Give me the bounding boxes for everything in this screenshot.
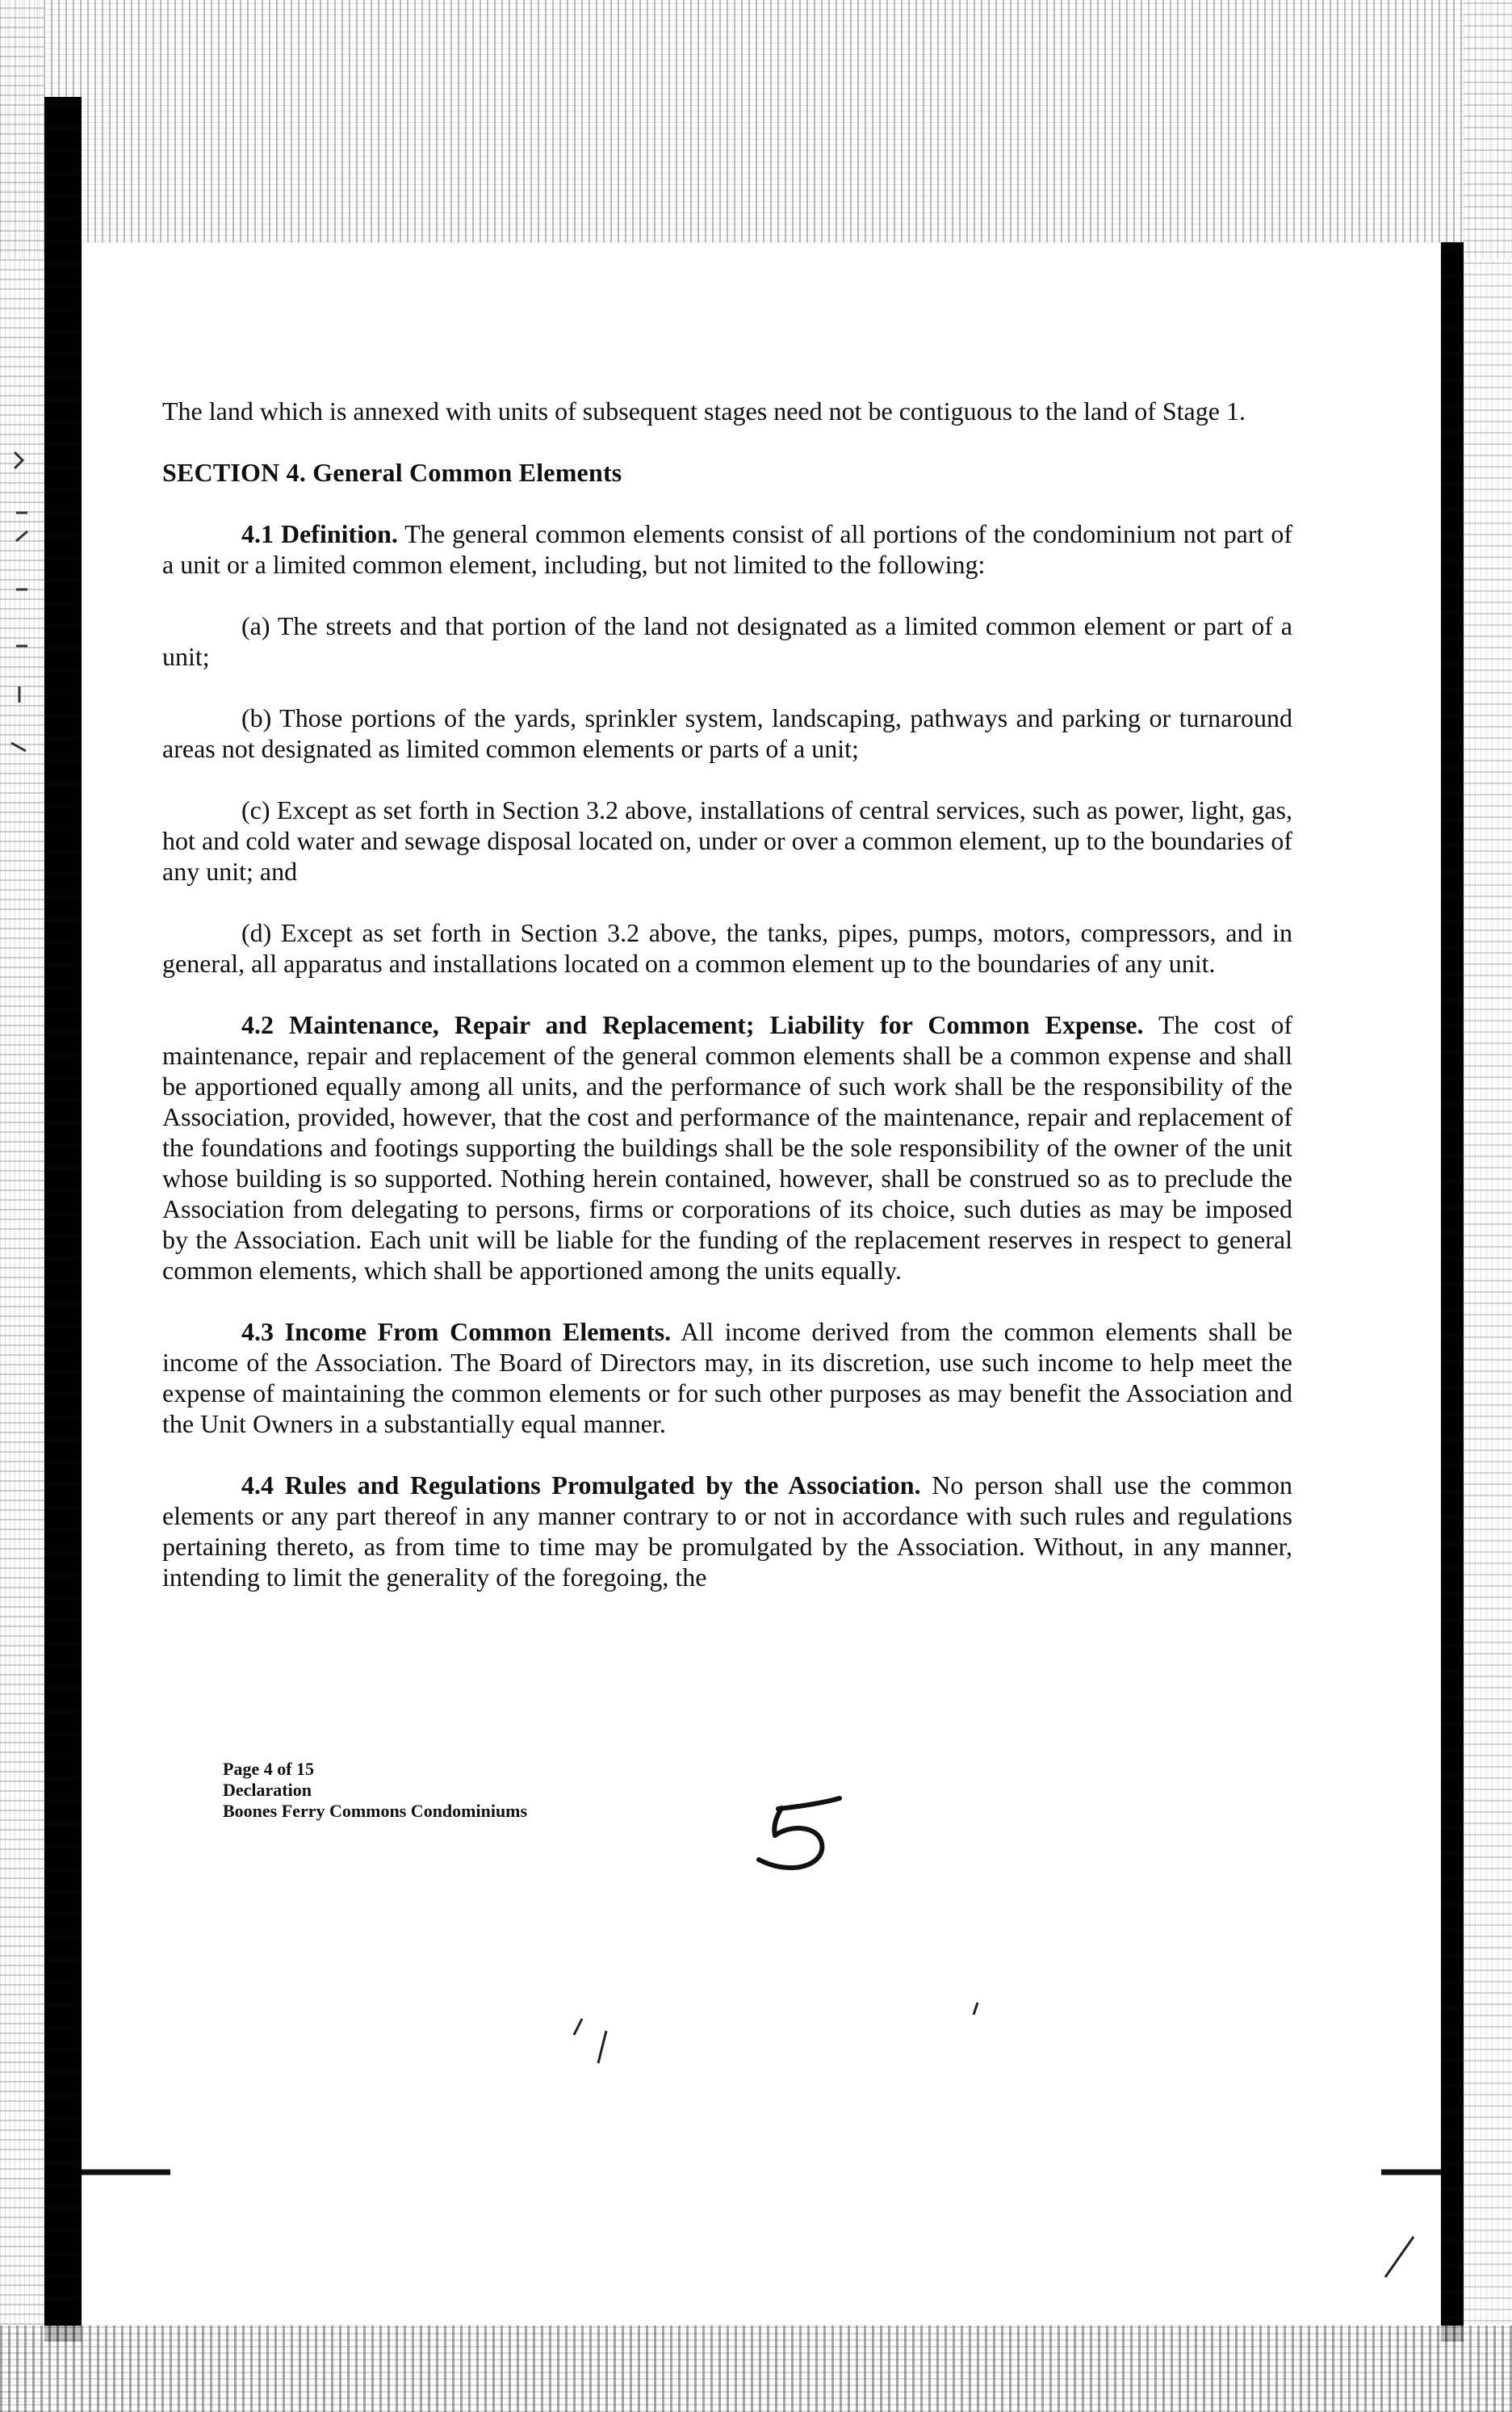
paragraph-4-1-c xyxy=(162,795,1292,887)
scan-border-right xyxy=(1441,242,1464,2342)
heading-text: SECTION 4. General Common Elements xyxy=(162,458,622,487)
paragraph-text: The land which is annexed with units of subsequent stages need not be contiguous to the land of Stage 1. xyxy=(162,396,1246,426)
footer-page-number: Page 4 of 15 xyxy=(223,1759,315,1779)
paragraph-text: (d) Except as set forth in Section 3.2 above, the tanks, pipes, pumps, motors, compressors, and in general, all apparatus and installations located on a common element up to the boundaries of any unit. xyxy=(162,918,1292,978)
paragraph-text: The general common elements consist of all portions of the condominium not part of a unit or a limited common element, including, but not limited to the following: xyxy=(162,519,1293,579)
paragraph-text: (c) Except as set forth in Section 3.2 above, installations of central services, such as power, light, gas, hot and cold water and sewage disposal located on, under or over a common element, up to the boundaries of any unit; and xyxy=(162,795,1292,886)
page-footer xyxy=(223,1759,527,1822)
scan-noise-right xyxy=(1464,0,1512,2412)
document-body xyxy=(162,396,1292,1623)
margin-stamp-marks xyxy=(0,436,57,775)
paragraph-text: The cost of maintenance, repair and replacement of the general common elements shall be a common expense and shall be apportioned equally among all units, and the performance of such work shall be the responsibility of the Association, provided, however, that the cost and performance of the maintenance, repair and replacement of the foundations and footings supporting the buildings shall be the sole responsibility of the owner of the unit whose building is so supported. Nothing herein contained, however, shall be construed so as to preclude the Association from delegating to persons, firms or corporations of its choice, such duties as may be imposed by the Association. Each unit will be liable for the funding of the replacement reserves in respect to general common elements, which shall be apportioned among the units equally. xyxy=(162,1010,1293,1285)
runin-heading: 4.1 Definition. xyxy=(241,519,398,548)
paragraph-text: No person shall use the common elements or any part thereof in any manner contrary to or not in accordance with such rules and regulations pertaining thereto, as from time to time may be promulgated by the Association. Without, in any manner, intending to limit the generality of the foregoing, the xyxy=(162,1470,1293,1592)
paragraph-text: (b) Those portions of the yards, sprinkler system, landscaping, pathways and parking or turnaround areas not designated as limited common elements or parts of a unit; xyxy=(162,703,1292,763)
paragraph-4-2 xyxy=(162,1009,1292,1286)
runin-heading: 4.3 Income From Common Elements. xyxy=(241,1317,672,1346)
footer-project-name: Boones Ferry Commons Condominiums xyxy=(223,1801,528,1821)
paragraph-stage-annex xyxy=(162,396,1292,426)
paragraph-4-1-a xyxy=(162,610,1292,672)
scan-noise-left xyxy=(0,0,44,2412)
paragraph-text: (a) The streets and that portion of the land not designated as a limited common element or part of a unit; xyxy=(162,611,1292,671)
handwritten-page-mark xyxy=(751,1789,872,1877)
scan-noise-bottom xyxy=(0,2326,1512,2412)
paragraph-4-1-d xyxy=(162,917,1292,979)
footer-doc-type: Declaration xyxy=(223,1780,312,1800)
scan-noise-top xyxy=(0,0,1512,258)
paragraph-4-4 xyxy=(162,1470,1292,1592)
runin-heading: 4.2 Maintenance, Repair and Replacement; Liability for Common Expense. xyxy=(241,1010,1144,1039)
section-4-heading xyxy=(162,457,1292,488)
paragraph-4-3 xyxy=(162,1316,1292,1439)
paragraph-4-1-definition xyxy=(162,518,1292,580)
scan-border-left xyxy=(44,97,82,2342)
runin-heading: 4.4 Rules and Regulations Promulgated by the Association. xyxy=(241,1470,921,1500)
paragraph-text: All income derived from the common elements shall be income of the Association. The Board of Directors may, in its discretion, use such income to help meet the expense of maintaining the common elements or for such other purposes as may benefit the Association and the Unit Owners in a substantially equal manner. xyxy=(162,1317,1293,1438)
paragraph-4-1-b xyxy=(162,703,1292,764)
